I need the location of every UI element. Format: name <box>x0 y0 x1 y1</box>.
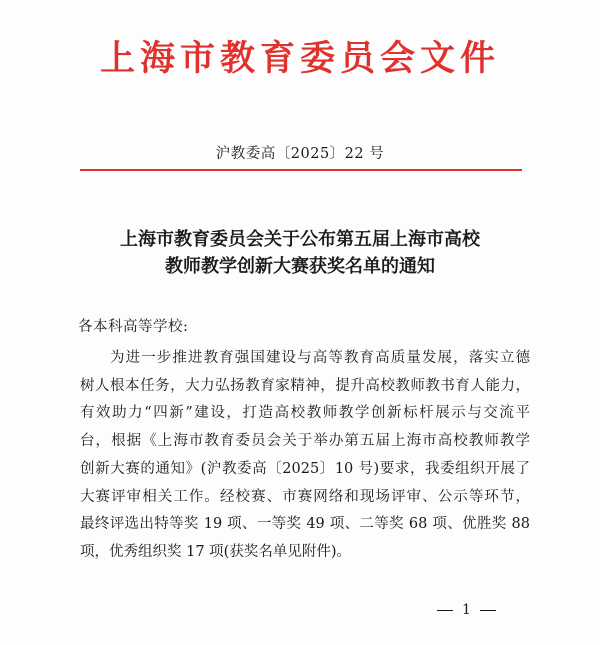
page-number-dash-left <box>437 610 453 611</box>
page-number: 1 <box>462 602 471 618</box>
body-line: 大赛评审相关工作。经校赛、市赛网络和现场评审、公示等环节， <box>80 488 530 505</box>
body-line: 为进一步推进教育强国建设与高等教育高质量发展，落实立德 <box>110 350 530 366</box>
salutation: 各本科高等学校: <box>78 319 189 335</box>
document-number: 沪教委高〔2025〕22 号 <box>215 146 385 162</box>
red-divider-line <box>80 169 522 171</box>
issuing-authority-header: 上海市教育委员会文件 <box>99 38 500 79</box>
notice-title <box>0 226 600 280</box>
body-line: 创新大赛的通知》(沪教委高〔2025〕10 号)要求，我委组织开展了 <box>80 460 530 477</box>
notice-title-line-1: 上海市教育委员会关于公布第五届上海市高校 <box>120 229 480 250</box>
notice-title-line-2: 教师教学创新大赛获奖名单的通知 <box>165 256 435 277</box>
body-line: 树人根本任务，大力弘扬教育家精神，提升高校教师教书育人能力， <box>80 377 530 394</box>
body-line: 最终评选出特等奖 19 项、一等奖 49 项、二等奖 68 项、优胜奖 88 <box>80 516 530 533</box>
page-number-dash-right <box>480 610 496 611</box>
page-number-footer <box>428 600 505 620</box>
body-line: 台，根据《上海市教育委员会关于举办第五届上海市高校教师教学 <box>80 433 530 450</box>
body-line: 项，优秀组织奖 17 项(获奖名单见附件)。 <box>80 543 351 560</box>
body-paragraph <box>80 345 530 567</box>
body-line: 有效助力“四新”建设，打造高校教师教学创新标杆展示与交流平 <box>80 405 530 422</box>
